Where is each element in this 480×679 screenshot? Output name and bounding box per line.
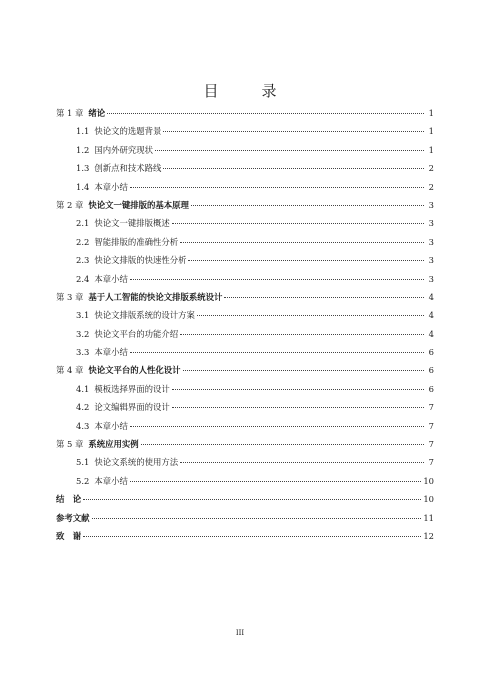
toc-section-entry[interactable] (56, 329, 434, 339)
toc-entry-page: 7 (428, 439, 434, 450)
toc-section-entry[interactable] (56, 347, 434, 357)
toc-entry-page: 1 (428, 108, 434, 118)
toc-entry-title: 本章小结 (94, 347, 128, 358)
toc-entry-title: 模板选择界面的设计 (94, 383, 170, 394)
toc-entry-page: 3 (428, 236, 434, 247)
toc-section-entry[interactable] (56, 126, 434, 136)
toc-entry-title: 国内外研究现状 (94, 144, 153, 155)
toc-leader-dots (141, 444, 424, 445)
toc-entry-page: 4 (428, 310, 434, 321)
toc-leader-dots (183, 370, 424, 371)
toc-chapter-entry[interactable] (56, 292, 434, 302)
toc-entry-number: 2.1 (76, 218, 90, 229)
toc-entry-page: 6 (428, 365, 434, 376)
toc-chapter-entry[interactable] (56, 439, 434, 449)
toc-entry-number: 5.1 (76, 457, 90, 468)
toc-leader-dots (172, 389, 424, 390)
toc-entry-page: 7 (428, 402, 434, 413)
toc-leader-dots (180, 462, 424, 463)
toc-entry-title: 快论文排版系统的设计方案 (94, 310, 195, 321)
toc-leader-dots (83, 499, 421, 500)
toc-entry-number: 1.2 (76, 144, 90, 155)
toc-leader-dots (130, 187, 424, 188)
toc-section-entry[interactable] (56, 274, 434, 284)
toc-entry-title: 论文编辑界面的设计 (94, 402, 170, 413)
toc-entry-page: 6 (428, 383, 434, 394)
toc-entry-title: 快论文系统的使用方法 (94, 457, 179, 468)
toc-entry-number: 2.3 (76, 255, 90, 266)
toc-entry-title: 智能排版的准确性分析 (94, 236, 179, 247)
toc-leader-dots (180, 242, 424, 243)
toc-entry-page: 3 (428, 218, 434, 229)
toc-chapter-entry[interactable] (56, 494, 434, 504)
toc-entry-page: 10 (423, 475, 434, 486)
toc-entry-number: 4.2 (76, 402, 90, 413)
toc-leader-dots (130, 279, 424, 280)
toc-entry-title: 本章小结 (94, 273, 128, 284)
toc-entry-page: 3 (428, 255, 434, 266)
toc-entry-number: 1.3 (76, 163, 90, 174)
toc-entry-page: 6 (428, 347, 434, 358)
toc-entry-title: 本章小结 (94, 181, 128, 192)
toc-leader-dots (197, 315, 424, 316)
toc-entry-title: 结 论 (56, 494, 82, 505)
toc-leader-dots (107, 113, 424, 114)
page-number: III (235, 629, 245, 637)
toc-section-entry[interactable] (56, 163, 434, 173)
toc-entry-number: 1.1 (76, 126, 90, 137)
toc-entry-number: 1.4 (76, 181, 90, 192)
toc-entry-page: 7 (428, 457, 434, 468)
toc-entry-page: 10 (423, 494, 434, 505)
toc-entry-number: 3.1 (76, 310, 90, 321)
toc-entry-title: 快论文一键排版的基本原理 (88, 199, 189, 210)
table-of-contents (56, 108, 434, 549)
toc-title: 目 录 (203, 82, 291, 100)
toc-entry-title: 快论文一键排版概述 (94, 218, 170, 229)
toc-leader-dots (172, 407, 424, 408)
toc-section-entry[interactable] (56, 255, 434, 265)
toc-entry-title: 致 谢 (56, 530, 82, 541)
toc-entry-title: 快论文平台的功能介绍 (94, 328, 179, 339)
toc-section-entry[interactable] (56, 237, 434, 247)
toc-section-entry[interactable] (56, 310, 434, 320)
toc-chapter-entry[interactable] (56, 365, 434, 375)
toc-leader-dots (130, 426, 424, 427)
toc-entry-page: 2 (428, 181, 434, 192)
toc-section-entry[interactable] (56, 402, 434, 412)
toc-entry-page: 7 (428, 420, 434, 431)
toc-entry-page: 1 (428, 144, 434, 155)
toc-section-entry[interactable] (56, 421, 434, 431)
toc-chapter-entry[interactable] (56, 200, 434, 210)
toc-entry-page: 2 (428, 163, 434, 174)
toc-entry-title: 绪论 (88, 108, 106, 118)
toc-section-entry[interactable] (56, 476, 434, 486)
toc-entry-number: 5.2 (76, 475, 90, 486)
toc-entry-number: 第 3 章 (56, 291, 84, 302)
toc-leader-dots (130, 352, 424, 353)
toc-entry-number: 2.4 (76, 273, 90, 284)
toc-chapter-entry[interactable] (56, 108, 434, 118)
toc-entry-page: 11 (423, 512, 434, 523)
toc-section-entry[interactable] (56, 182, 434, 192)
toc-entry-title: 参考文献 (56, 512, 90, 523)
toc-leader-dots (83, 536, 421, 537)
toc-entry-number: 3.3 (76, 347, 90, 358)
toc-entry-page: 1 (428, 126, 434, 137)
toc-entry-page: 3 (428, 273, 434, 284)
toc-chapter-entry[interactable] (56, 513, 434, 523)
toc-leader-dots (224, 297, 424, 298)
toc-section-entry[interactable] (56, 384, 434, 394)
toc-entry-number: 4.3 (76, 420, 90, 431)
toc-entry-number: 第 5 章 (56, 439, 84, 450)
toc-entry-number: 第 1 章 (56, 108, 84, 118)
toc-leader-dots (191, 205, 424, 206)
toc-entry-title: 创新点和技术路线 (94, 163, 162, 174)
toc-leader-dots (163, 168, 424, 169)
toc-entry-title: 快论文排版的快速性分析 (94, 255, 187, 266)
toc-entry-page: 12 (423, 530, 434, 541)
toc-section-entry[interactable] (56, 218, 434, 228)
toc-leader-dots (163, 131, 424, 132)
toc-entry-page: 4 (428, 291, 434, 302)
toc-entry-title: 系统应用实例 (88, 439, 139, 450)
toc-entry-title: 本章小结 (94, 420, 128, 431)
toc-leader-dots (188, 260, 424, 261)
toc-leader-dots (180, 334, 424, 335)
toc-leader-dots (130, 481, 422, 482)
toc-leader-dots (92, 518, 422, 519)
toc-entry-number: 4.1 (76, 383, 90, 394)
toc-section-entry[interactable] (56, 457, 434, 467)
toc-entry-title: 快论文平台的人性化设计 (88, 365, 181, 376)
toc-entry-number: 第 4 章 (56, 365, 84, 376)
toc-entry-title: 快论文的选题背景 (94, 126, 162, 137)
toc-entry-page: 3 (428, 199, 434, 210)
toc-leader-dots (155, 150, 424, 151)
toc-chapter-entry[interactable] (56, 531, 434, 541)
toc-section-entry[interactable] (56, 145, 434, 155)
toc-entry-number: 第 2 章 (56, 199, 84, 210)
toc-entry-page: 4 (428, 328, 434, 339)
toc-entry-number: 2.2 (76, 236, 90, 247)
toc-entry-title: 本章小结 (94, 475, 128, 486)
toc-leader-dots (172, 223, 424, 224)
toc-entry-title: 基于人工智能的快论文排版系统设计 (88, 291, 223, 302)
toc-entry-number: 3.2 (76, 328, 90, 339)
